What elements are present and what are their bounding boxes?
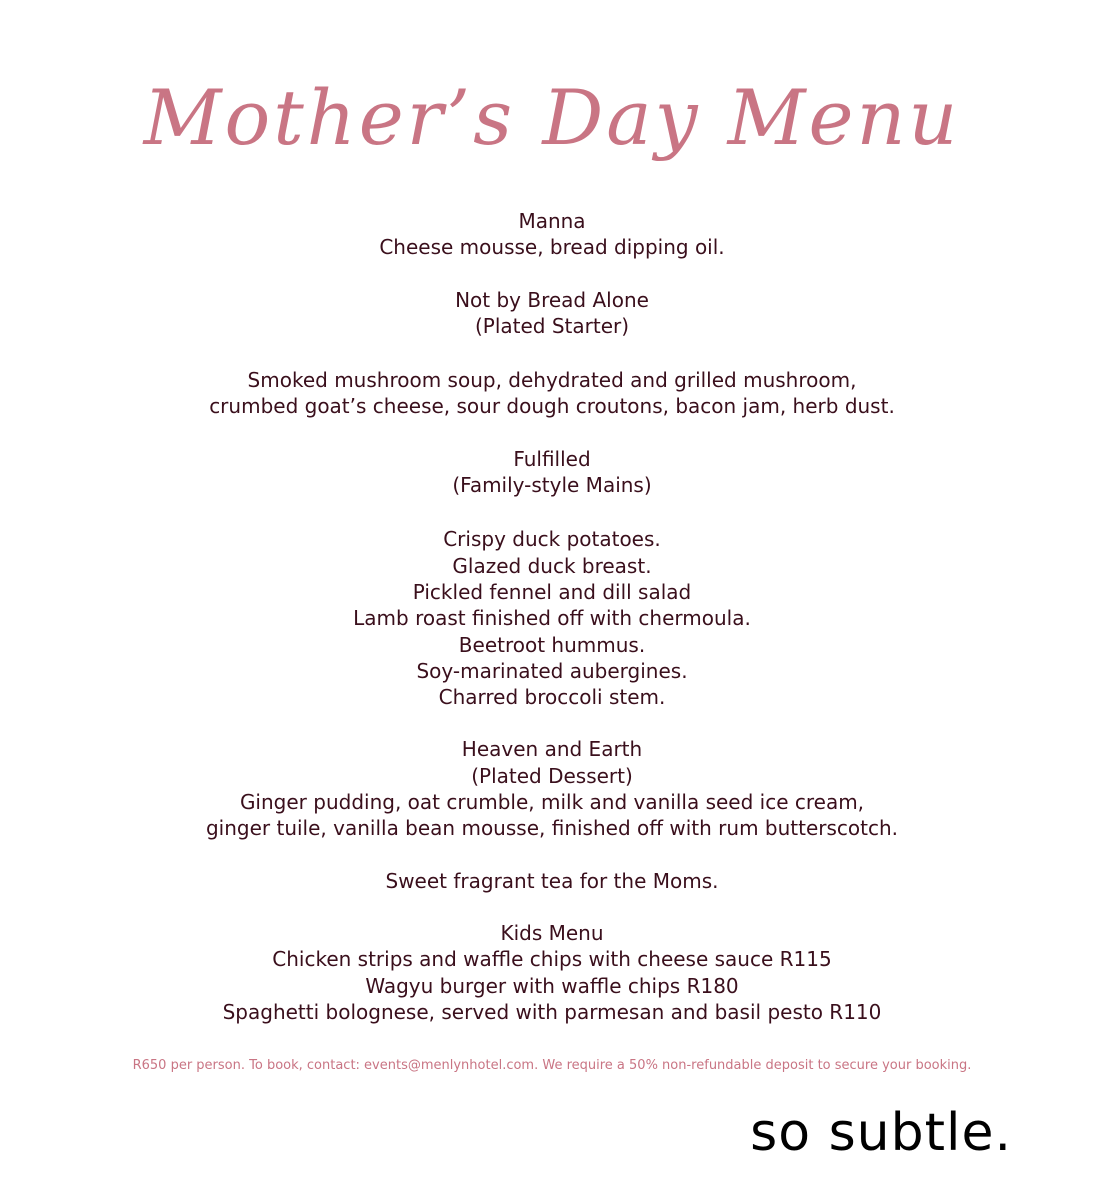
section-heading: Manna xyxy=(518,209,586,233)
menu-item: Sweet fragrant tea for the Moms. xyxy=(385,868,719,893)
menu-body xyxy=(0,208,1104,1025)
menu-item: Cheese mousse, bread dipping oil. xyxy=(379,235,725,260)
booking-note: R650 per person. To book, contact: events@menlynhotel.com. We require a 50% non-refundable deposit to secure your booking. xyxy=(132,1058,972,1073)
menu-item: Crispy duck potatoes. xyxy=(443,527,661,552)
menu-item: Beetroot hummus. xyxy=(458,632,646,657)
section-subheading: (Family-style Mains) xyxy=(452,473,652,498)
menu-item: Ginger pudding, oat crumble, milk and vanilla seed ice cream, xyxy=(239,790,865,815)
section-dessert xyxy=(0,736,1104,841)
menu-item: Soy-marinated aubergines. xyxy=(416,658,688,683)
section-starter xyxy=(0,287,1104,420)
section-heading: Heaven and Earth xyxy=(461,737,643,762)
menu-item: Smoked mushroom soup, dehydrated and grilled mushroom, xyxy=(247,368,857,393)
section-kids xyxy=(0,920,1104,1025)
menu-item: Lamb roast finished off with chermoula. xyxy=(353,606,751,631)
menu-item: Pickled fennel and dill salad xyxy=(412,579,692,604)
section-manna xyxy=(0,208,1104,261)
section-heading: Not by Bread Alone xyxy=(455,287,649,312)
section-tea xyxy=(0,868,1104,894)
section-mains xyxy=(0,446,1104,711)
menu-item: ginger tuile, vanilla bean mousse, finished off with rum butterscotch. xyxy=(205,816,899,841)
menu-item: crumbed goat’s cheese, sour dough croutons, bacon jam, herb dust. xyxy=(209,394,895,419)
menu-item: Chicken strips and waffle chips with cheese sauce R115 xyxy=(272,947,832,972)
section-subheading: (Plated Dessert) xyxy=(471,763,633,788)
section-heading: Kids Menu xyxy=(500,920,604,945)
menu-item: Spaghetti bolognese, served with parmesan and basil pesto R110 xyxy=(222,999,882,1024)
menu-item: Wagyu burger with waffle chips R180 xyxy=(365,973,739,998)
page-title: Mother’s Day Menu xyxy=(143,73,961,162)
section-subheading: (Plated Starter) xyxy=(474,313,630,338)
brand-logo: so subtle. xyxy=(750,1103,1012,1163)
menu-item: Charred broccoli stem. xyxy=(438,685,666,710)
menu-item: Glazed duck breast. xyxy=(452,553,652,578)
section-heading: Fulfilled xyxy=(513,446,591,471)
